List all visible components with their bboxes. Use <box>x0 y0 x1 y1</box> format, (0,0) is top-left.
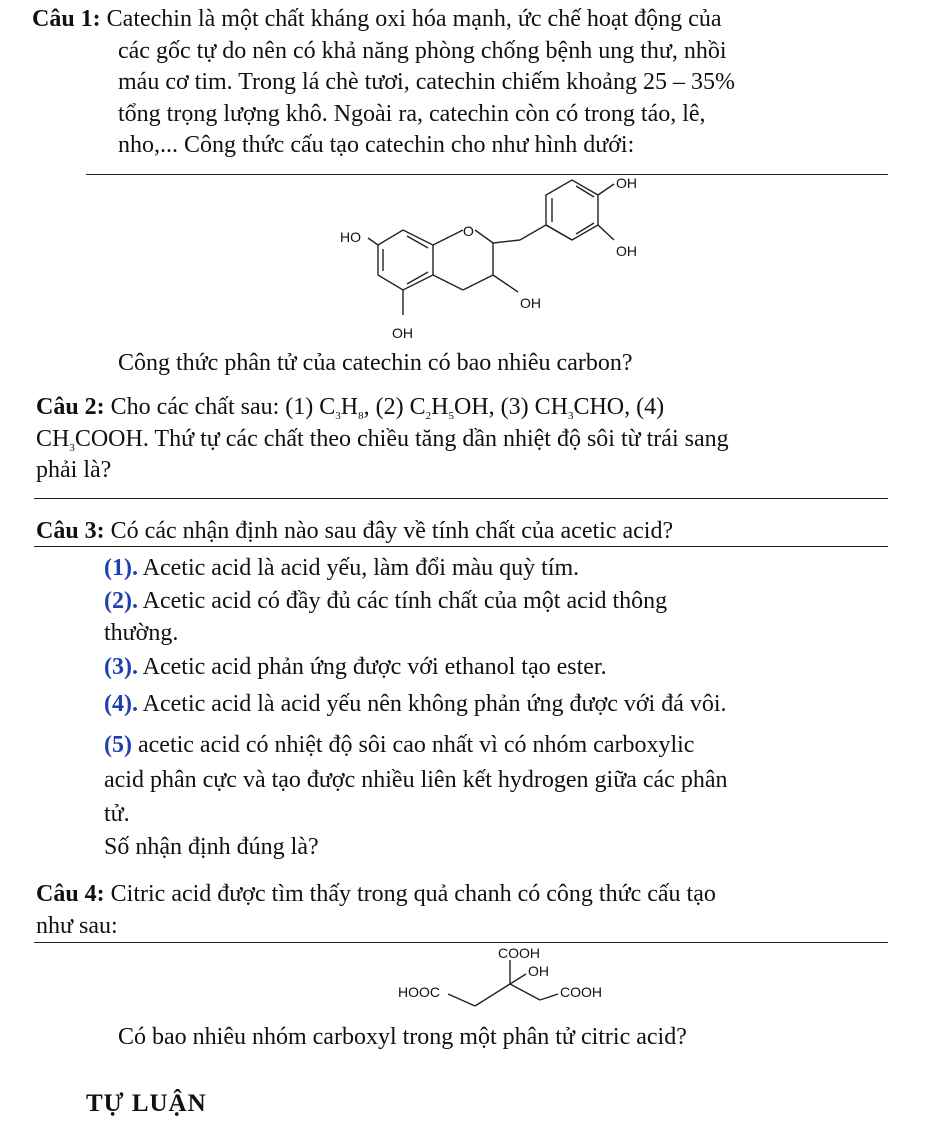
catechin-oh-label-1: OH <box>616 175 637 191</box>
question-2-text <box>32 392 912 487</box>
q2-label: Câu 2: <box>36 394 105 420</box>
citric-cooh-top-label: COOH <box>498 945 540 961</box>
q4-question: Có bao nhiêu nhóm carboxyl trong một phân tử citric acid? <box>118 1024 687 1050</box>
q3-option-2: (2). Acetic acid có đầy đủ các tính chất của một acid thông thường. <box>104 588 668 646</box>
q2-line-1: Câu 2: Cho các chất sau: (1) $C_3H_8$, (2) $C_2H_5OH$, (3) $CH_3CHO$, (4) <box>36 394 665 422</box>
q2-line-2: $CH_3COOH$. Thứ tự các chất theo chiều tăng dần nhiệt độ sôi từ trái sang <box>36 425 729 454</box>
citric-oh-label: OH <box>528 963 549 979</box>
q1-line-4: tổng trọng lượng khô. Ngoài ra, catechin còn có trong táo, lê, <box>118 100 706 127</box>
catechin-oh-label-4: OH <box>392 325 413 341</box>
citric-cooh-right-label: COOH <box>560 984 602 1000</box>
q1-line-1: Câu 1: Catechin là một chất kháng oxi hóa mạnh, ức chế hoạt động của <box>32 6 722 32</box>
question-3-text <box>36 516 916 548</box>
q4-line-1: Câu 4: Citric acid được tìm thấy trong quả chanh có công thức cấu tạo <box>36 881 716 907</box>
section-heading: TỰ LUẬN <box>86 1090 207 1117</box>
q3-option-5: (5) acetic acid có nhiệt độ sôi cao nhất vì có nhóm carboxylic acid phân cực và tạo được nhiều liên kết hydrogen giữa các phân tử. <box>104 732 728 827</box>
q1-question: Công thức phân tử của catechin có bao nhiêu carbon? <box>118 350 633 376</box>
citric-acid-structure <box>390 944 630 1014</box>
q1-line-2: các gốc tự do nên có khả năng phòng chống bệnh ung thư, nhồi <box>118 37 727 64</box>
q3-question: Số nhận định đúng là? <box>104 834 319 860</box>
q3-underline <box>34 546 888 547</box>
q1-label: Câu 1: <box>32 6 101 32</box>
citric-hooc-label: HOOC <box>398 984 440 1000</box>
q3-option-4: (4). Acetic acid là acid yếu nên không phản ứng được với đá vôi. <box>104 691 727 717</box>
catechin-structure <box>330 170 690 350</box>
q2-line-3: phải là? <box>36 457 112 483</box>
q3-option-1: (1). Acetic acid là acid yếu, làm đổi màu quỳ tím. <box>104 555 580 581</box>
question-1-text <box>32 4 912 162</box>
q4-label: Câu 4: <box>36 881 105 907</box>
q3-label: Câu 3: <box>36 518 105 544</box>
q4-line-2: như sau: <box>36 912 118 939</box>
q2-underline <box>34 498 888 499</box>
q4-underline <box>34 942 888 943</box>
catechin-oh-label-3: OH <box>520 295 541 311</box>
q3-line-1: Câu 3: Có các nhận định nào sau đây về tính chất của acetic acid? <box>36 518 674 544</box>
catechin-o-label: O <box>463 223 474 239</box>
q3-option-3: (3). Acetic acid phản ứng được với ethanol tạo ester. <box>104 654 607 680</box>
q1-line-3: máu cơ tim. Trong lá chè tươi, catechin chiếm khoảng 25 – 35% <box>118 69 735 95</box>
question-4-text <box>36 879 916 942</box>
q1-line-5: nho,... Công thức cấu tạo catechin cho như hình dưới: <box>118 132 635 158</box>
catechin-oh-label-2: OH <box>616 243 637 259</box>
catechin-ho-label: HO <box>340 229 361 245</box>
